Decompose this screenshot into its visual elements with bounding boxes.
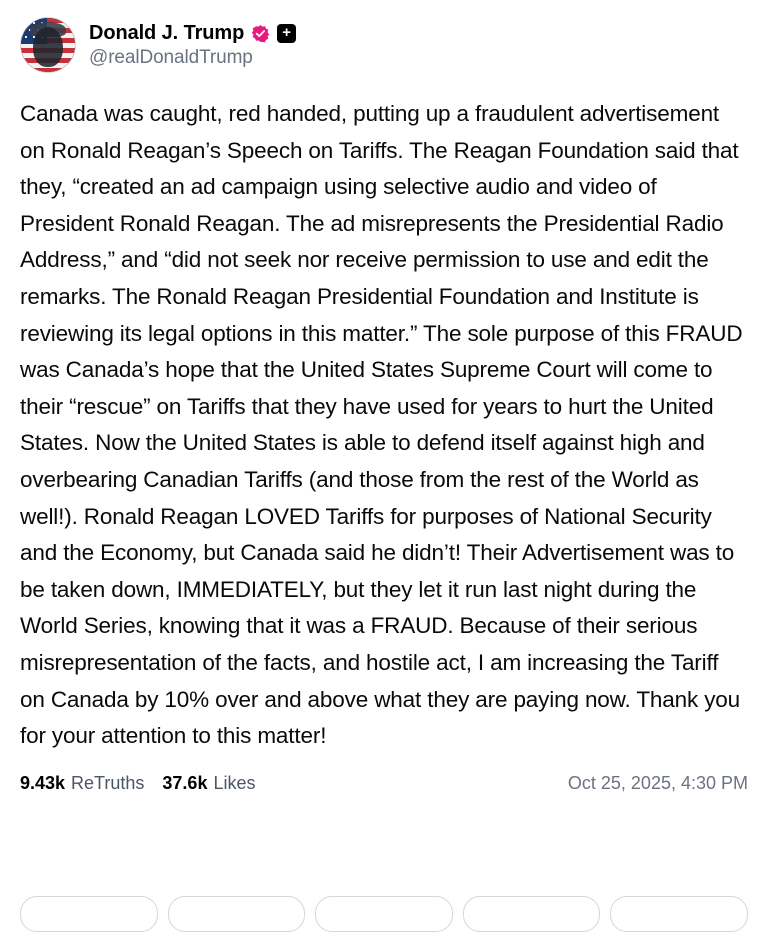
- avatar-face-shape: [33, 27, 63, 67]
- author-display-name[interactable]: Donald J. Trump: [89, 21, 245, 44]
- avatar[interactable]: [20, 17, 76, 73]
- likes-count: 37.6k: [162, 772, 208, 793]
- retruths-count: 9.43k: [20, 772, 66, 793]
- likes-stat[interactable]: [162, 773, 255, 794]
- retruths-stat[interactable]: [20, 773, 144, 794]
- action-button-comment[interactable]: [20, 896, 158, 932]
- verified-check-icon: [251, 24, 270, 43]
- post-stats-row: [20, 773, 748, 794]
- post-stats-group: [20, 773, 255, 794]
- author-names: [89, 22, 296, 69]
- action-button-like[interactable]: [315, 896, 453, 932]
- author-name-row: [89, 22, 296, 45]
- plus-badge-icon: +: [277, 24, 296, 43]
- action-button-share[interactable]: [463, 896, 601, 932]
- likes-label: Likes: [213, 772, 256, 793]
- post-timestamp: Oct 25, 2025, 4:30 PM: [567, 772, 748, 793]
- action-button-more[interactable]: [610, 896, 748, 932]
- action-button-retruth[interactable]: [168, 896, 306, 932]
- author-handle[interactable]: @realDonaldTrump: [89, 46, 253, 68]
- post-action-bar: [20, 896, 748, 912]
- post-body-text: Canada was caught, red handed, putting up a fraudulent advertisement on Ronald Reagan’s Speech on Tariffs. The Reagan Foundation said that they, “created an ad campaign using selective audio and video of President Ronald Reagan. The ad misrepresents the Presidential Radio Address,” and “did not seek nor receive permission to use and edit the remarks. The Ronald Reagan Presidential Foundation and Institute is reviewing its legal options in this matter.” The sole purpose of this FRAUD was Canada’s hope that the United States Supreme Court will come to their “rescue” on Tariffs that they have used for years to hurt the United States. Now the United States is able to defend itself against high and overbearing Canadian Tariffs (and those from the rest of the World as well!). Ronald Reagan LOVED Tariffs for purposes of National Security and the Economy, but Canada said he didn’t! Their Advertisement was to be taken down, IMMEDIATELY, but they let it run last night during the World Series, knowing that it was a FRAUD. Because of their serious misrepresentation of the facts, and hostile act, I am increasing the Tariff on Canada by 10% over and above what they are paying now. Thank you for your attention to this matter!: [20, 101, 749, 749]
- post-header: [20, 14, 748, 76]
- retruths-label: ReTruths: [71, 772, 145, 793]
